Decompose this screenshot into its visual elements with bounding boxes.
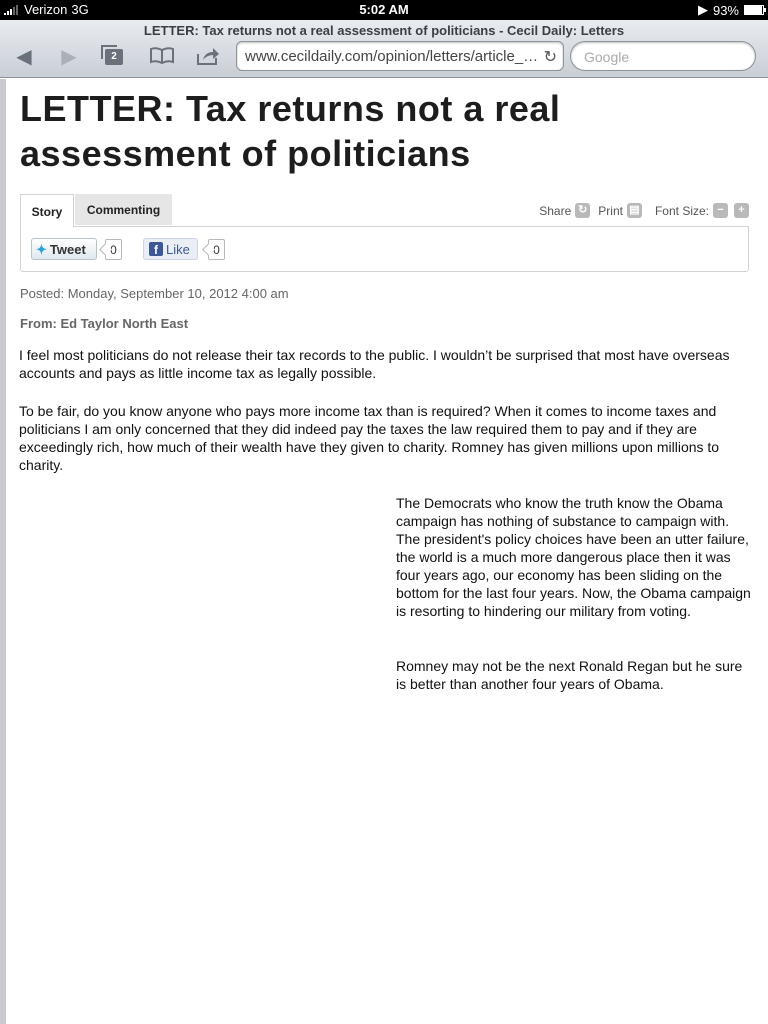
bookmarks-icon[interactable]	[147, 46, 177, 68]
tweet-label: Tweet	[49, 242, 86, 257]
battery-percent: 93%	[712, 2, 739, 18]
article-paragraph: Romney may not be the next Ronald Regan but he sure is better than another four years of Obama.	[396, 658, 743, 692]
tweet-count: 0	[105, 239, 122, 260]
battery-info	[698, 2, 764, 18]
article-paragraph: The Democrats who know the truth know the Obama campaign has nothing of substance to campaign with. The president's policy choices have been an utter failure, the world is a much more dangerous place then it was four years ago, our economy has been sliding on the bottom for the last four years. Now, the Obama campaign is resorting to hindering our military from voting.	[396, 495, 751, 619]
font-decrease-icon[interactable]: −	[713, 203, 728, 218]
print-icon[interactable]: ▤	[627, 203, 642, 218]
carrier-name: Verizon	[24, 2, 68, 17]
posted-date: Posted: Monday, September 10, 2012 4:00 am	[20, 286, 289, 301]
back-icon[interactable]: ◀	[16, 46, 32, 68]
pages-icon	[105, 49, 123, 65]
url-text: www.cecildaily.com/opinion/letters/article_…	[245, 48, 539, 65]
tweet-button[interactable]	[31, 238, 97, 260]
share-tool-icon[interactable]: ↻	[575, 203, 590, 218]
share-icon[interactable]	[193, 46, 223, 68]
search-placeholder: Google	[584, 49, 630, 65]
like-button[interactable]	[143, 238, 198, 260]
font-size-label: Font Size:	[654, 203, 709, 218]
print-label[interactable]: Print	[598, 203, 623, 218]
location-arrow-icon: ▶	[697, 2, 708, 17]
status-bar	[0, 0, 768, 20]
tab-commenting[interactable]: Commenting	[75, 194, 172, 225]
author-line: From: Ed Taylor North East	[20, 316, 189, 331]
article-paragraph: To be fair, do you know anyone who pays more income tax than is required? When it comes to income taxes and politicians I am only concerned that they did indeed pay the taxes the law required them to pay and if they are exceedingly rich, how much of their wealth have they given to charity. Romney has given millions upon millions to charity.	[19, 403, 720, 473]
page-title: LETTER: Tax returns not a real assessment of politicians - Cecil Daily: Letters	[143, 23, 625, 38]
battery-icon	[744, 5, 764, 15]
article-paragraph: I feel most politicians do not release their tax records to the public. I wouldn’t be surprised that most have overseas accounts and pays as little income tax as legally possible.	[19, 347, 730, 381]
share-label[interactable]: Share	[539, 203, 572, 218]
twitter-bird-icon: ✦	[36, 242, 47, 257]
reload-icon[interactable]: ↻	[543, 49, 557, 66]
tab-story[interactable]: Story	[20, 194, 74, 227]
network-type: 3G	[71, 2, 89, 17]
forward-icon[interactable]: ▶	[61, 46, 77, 68]
social-panel	[20, 226, 749, 272]
clock: 5:02 AM	[359, 2, 409, 17]
article-headline: LETTER: Tax returns not a real assessment of politicians	[20, 88, 561, 174]
browser-toolbar	[0, 20, 768, 78]
font-increase-icon[interactable]: +	[734, 203, 749, 218]
article-tabs	[20, 194, 749, 272]
tab-count: 2	[107, 50, 121, 64]
tabs-button[interactable]	[99, 46, 129, 68]
article-tools	[539, 203, 749, 218]
page-content	[0, 79, 768, 1024]
like-label: Like	[166, 242, 190, 257]
search-input[interactable]	[570, 41, 756, 71]
like-count: 0	[208, 239, 225, 260]
facebook-icon: f	[149, 242, 163, 256]
address-bar[interactable]	[236, 41, 564, 71]
